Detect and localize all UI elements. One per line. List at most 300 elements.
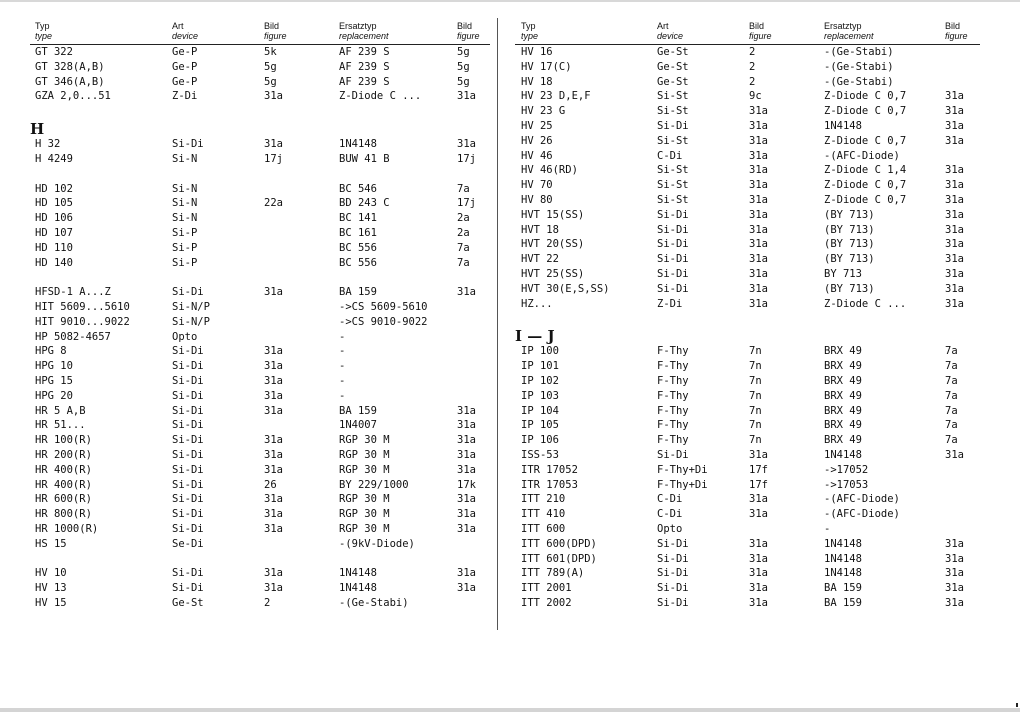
type-cell: HVT 22 (521, 253, 559, 266)
table-row (515, 404, 980, 419)
table-row (515, 297, 980, 312)
device-cell: Si-Di (172, 508, 204, 521)
figure-cell: 31a (264, 434, 283, 447)
type-cell: ITT 600(DPD) (521, 537, 597, 550)
replacement-cell: - (339, 360, 346, 373)
figure-cell: 31a (264, 523, 283, 535)
device-cell: Ge-P (172, 60, 198, 73)
type-cell: HD 105 (35, 197, 73, 210)
figure-cell: 31a (749, 582, 768, 595)
replacement-cell: 1N4148 (339, 567, 377, 580)
table-row (515, 89, 980, 104)
type-cell: IP 101 (521, 360, 559, 373)
replacement-cell: AF 239 S (339, 46, 390, 58)
replacement-cell: -(Ge-Stabi) (339, 597, 409, 609)
table-row (515, 374, 980, 389)
table-row (515, 537, 980, 552)
replacement-cell: - (339, 330, 346, 343)
table-row (515, 552, 980, 567)
table-row (30, 389, 490, 404)
type-cell: HPG 10 (35, 360, 73, 373)
device-cell: Se-Di (172, 537, 204, 550)
type-cell: HZ... (521, 297, 553, 310)
type-cell: HV 17(C) (521, 60, 572, 73)
replacement-cell: 1N4148 (339, 138, 377, 151)
header-device: Art device (657, 21, 684, 41)
replacement-cell: BRX 49 (824, 404, 862, 417)
table-row (515, 134, 980, 149)
type-cell: HR 100(R) (35, 434, 92, 447)
replacement-cell: BD 243 C (339, 197, 390, 210)
replacement-cell: -(Ge-Stabi) (824, 75, 894, 88)
table-row (30, 433, 490, 448)
replacement-cell: Z-Diode C ... (824, 297, 907, 310)
header-replacement-figure: Bild figure (457, 21, 480, 41)
figure-cell: 2 (749, 46, 756, 58)
replacement-figure-cell: 31a (945, 268, 964, 280)
device-cell: F-Thy (657, 345, 689, 358)
replacement-figure-cell: 31a (945, 537, 964, 550)
replacement-figure-cell: 31a (945, 582, 964, 595)
type-cell: HR 1000(R) (35, 523, 99, 535)
device-cell: Si-Di (172, 375, 204, 387)
type-cell: HR 400(R) (35, 463, 92, 476)
replacement-cell: BUW 41 B (339, 153, 390, 165)
replacement-figure-cell: 7a (945, 375, 958, 387)
table-row (30, 60, 490, 75)
device-cell: Si-Di (657, 597, 689, 609)
replacement-cell: -(9kV-Diode) (339, 537, 415, 550)
table-row (30, 581, 490, 596)
table-row (30, 137, 490, 152)
table-row (30, 537, 490, 552)
replacement-figure-cell: 31a (945, 552, 964, 565)
replacement-cell: BA 159 (339, 286, 377, 299)
header-figure: Bild figure (749, 21, 772, 41)
type-cell: HVT 30(E,S,SS) (521, 282, 610, 295)
table-row (515, 252, 980, 267)
type-cell: HR 200(R) (35, 449, 92, 461)
replacement-figure-cell: 31a (457, 493, 476, 506)
type-cell: IP 102 (521, 375, 559, 387)
replacement-figure-cell: 31a (945, 449, 964, 461)
figure-cell: 31a (264, 582, 283, 595)
figure-cell: 31a (749, 149, 768, 162)
type-cell: HD 107 (35, 227, 73, 239)
bottom-edge (0, 708, 1020, 712)
device-cell: Si-Di (172, 463, 204, 476)
left-table-header (30, 18, 490, 45)
replacement-figure-cell: 7a (945, 434, 958, 447)
replacement-figure-cell: 31a (457, 567, 476, 580)
replacement-cell: ->CS 5609-5610 (339, 301, 428, 313)
replacement-cell: - (339, 389, 346, 402)
device-cell: Si-N/P (172, 301, 210, 313)
figure-cell: 31a (749, 493, 768, 506)
replacement-cell: Z-Diode C 0,7 (824, 194, 907, 206)
figure-cell: 31a (264, 404, 283, 417)
figure-cell: 31a (749, 134, 768, 147)
device-cell: Si-Di (172, 434, 204, 447)
figure-cell: 31a (749, 537, 768, 550)
type-cell: H 4249 (35, 153, 73, 165)
device-cell: F-Thy (657, 404, 689, 417)
replacement-cell: (BY 713) (824, 238, 875, 251)
table-row (30, 448, 490, 463)
type-cell: HFSD-1 A...Z (35, 286, 111, 299)
type-cell: HS 15 (35, 537, 67, 550)
replacement-cell: BRX 49 (824, 375, 862, 387)
replacement-cell: RGP 30 M (339, 493, 390, 506)
device-cell: Si-Di (172, 138, 204, 151)
table-row (30, 522, 490, 537)
replacement-figure-cell: 31a (457, 582, 476, 595)
replacement-cell: -(AFC-Diode) (824, 149, 900, 162)
figure-cell: 7n (749, 345, 762, 358)
replacement-cell: Z-Diode C 0,7 (824, 134, 907, 147)
replacement-cell: BRX 49 (824, 345, 862, 358)
table-row (515, 463, 980, 478)
table-row (30, 374, 490, 389)
table-row (30, 478, 490, 493)
header-replacement-figure: Bild figure (945, 21, 968, 41)
type-cell: ITT 210 (521, 493, 566, 506)
device-cell: Si-Di (657, 268, 689, 280)
table-row (30, 152, 490, 167)
replacement-figure-cell: 31a (945, 238, 964, 251)
header-figure: Bild figure (264, 21, 287, 41)
device-cell: Si-Di (657, 582, 689, 595)
replacement-figure-cell: 31a (457, 286, 476, 299)
replacement-cell: Z-Diode C 0,7 (824, 105, 907, 118)
device-cell: Si-N (172, 182, 198, 195)
figure-cell: 31a (264, 286, 283, 299)
figure-cell: 31a (264, 389, 283, 402)
type-cell: ITT 789(A) (521, 567, 585, 580)
table-row (515, 237, 980, 252)
replacement-figure-cell: 5g (457, 75, 470, 88)
table-row (30, 404, 490, 419)
device-cell: Si-Di (172, 582, 204, 595)
replacement-figure-cell: 31a (945, 164, 964, 177)
replacement-cell: BC 556 (339, 256, 377, 269)
device-cell: Si-Di (172, 404, 204, 417)
replacement-figure-cell: 31a (945, 90, 964, 103)
figure-cell: 31a (749, 597, 768, 609)
type-cell: HVT 15(SS) (521, 208, 585, 221)
figure-cell: 31a (749, 120, 768, 132)
table-row (515, 149, 980, 164)
type-cell: GT 346(A,B) (35, 75, 105, 88)
device-cell: Z-Di (172, 90, 198, 103)
device-cell: Z-Di (657, 297, 683, 310)
replacement-figure-cell: 31a (945, 208, 964, 221)
table-row (515, 507, 980, 522)
section-letter: I — J (515, 327, 555, 346)
type-cell: HVT 20(SS) (521, 238, 585, 251)
device-cell: Si-Di (172, 389, 204, 402)
type-cell: HV 23 G (521, 105, 566, 118)
type-cell: ITR 17052 (521, 463, 578, 476)
device-cell: Ge-St (657, 75, 689, 88)
device-cell: Si-Di (657, 537, 689, 550)
replacement-cell: Z-Diode C 1,4 (824, 164, 907, 177)
replacement-figure-cell: 31a (945, 134, 964, 147)
figure-cell: 31a (749, 567, 768, 580)
replacement-figure-cell: 31a (945, 297, 964, 310)
replacement-figure-cell: 31a (457, 434, 476, 447)
replacement-figure-cell: 7a (457, 182, 470, 195)
replacement-figure-cell: 31a (945, 597, 964, 609)
replacement-cell: BRX 49 (824, 419, 862, 432)
type-cell: ITT 2001 (521, 582, 572, 595)
replacement-figure-cell: 7a (457, 256, 470, 269)
table-row (515, 104, 980, 119)
device-cell: Si-Di (172, 523, 204, 535)
replacement-cell: BY 229/1000 (339, 478, 409, 491)
table-row (30, 418, 490, 433)
top-edge (0, 0, 1020, 2)
figure-cell: 31a (749, 179, 768, 192)
replacement-figure-cell: 31a (457, 138, 476, 151)
figure-cell: 31a (749, 223, 768, 236)
device-cell: Si-P (172, 241, 198, 254)
type-cell: HR 600(R) (35, 493, 92, 506)
figure-cell: 7n (749, 419, 762, 432)
replacement-cell: BRX 49 (824, 360, 862, 373)
type-cell: HD 106 (35, 212, 73, 225)
table-row (515, 596, 980, 611)
figure-cell: 31a (264, 463, 283, 476)
device-cell: F-Thy (657, 389, 689, 402)
replacement-figure-cell: 2a (457, 227, 470, 239)
replacement-figure-cell: 7a (945, 389, 958, 402)
replacement-figure-cell: 31a (457, 449, 476, 461)
type-cell: HV 23 D,E,F (521, 90, 591, 103)
table-row (30, 596, 490, 611)
table-row (515, 522, 980, 537)
type-cell: HV 10 (35, 567, 67, 580)
replacement-cell: RGP 30 M (339, 523, 390, 535)
type-cell: HR 5 A,B (35, 404, 86, 417)
device-cell: F-Thy (657, 434, 689, 447)
edge-mark (1016, 703, 1018, 707)
table-row (515, 178, 980, 193)
figure-cell: 7n (749, 375, 762, 387)
figure-cell: 31a (264, 138, 283, 151)
type-cell: ITT 410 (521, 508, 566, 521)
right-table (515, 18, 980, 630)
header-replacement: Ersatztyp replacement (339, 21, 389, 41)
replacement-figure-cell: 31a (945, 179, 964, 192)
device-cell: Si-Di (657, 120, 689, 132)
figure-cell: 31a (264, 90, 283, 103)
table-row (30, 182, 490, 197)
replacement-cell: BA 159 (339, 404, 377, 417)
table-row (515, 433, 980, 448)
device-cell: C-Di (657, 508, 683, 521)
replacement-cell: - (824, 523, 831, 535)
replacement-cell: BRX 49 (824, 389, 862, 402)
replacement-cell: AF 239 S (339, 60, 390, 73)
device-cell: Si-Di (172, 345, 204, 358)
replacement-cell: (BY 713) (824, 253, 875, 266)
device-cell: Si-Di (172, 493, 204, 506)
type-cell: IP 104 (521, 404, 559, 417)
replacement-cell: ->17053 (824, 478, 869, 491)
type-cell: HIT 9010...9022 (35, 315, 130, 328)
replacement-figure-cell: 31a (945, 194, 964, 206)
replacement-figure-cell: 31a (457, 523, 476, 535)
figure-cell: 31a (749, 268, 768, 280)
figure-cell: 31a (264, 375, 283, 387)
table-row (515, 267, 980, 282)
table-row (30, 330, 490, 345)
device-cell: Si-P (172, 227, 198, 239)
replacement-cell: (BY 713) (824, 208, 875, 221)
device-cell: Si-St (657, 105, 689, 118)
replacement-cell: 1N4148 (824, 120, 862, 132)
table-row (30, 566, 490, 581)
left-table (30, 18, 490, 630)
table-row (515, 223, 980, 238)
replacement-cell: BA 159 (824, 582, 862, 595)
replacement-cell: - (339, 345, 346, 358)
type-cell: GT 322 (35, 46, 73, 58)
replacement-cell: RGP 30 M (339, 508, 390, 521)
device-cell: Ge-St (657, 46, 689, 58)
table-row (30, 300, 490, 315)
type-cell: HV 16 (521, 46, 553, 58)
figure-cell: 31a (749, 208, 768, 221)
table-row (515, 45, 980, 60)
replacement-figure-cell: 31a (457, 404, 476, 417)
type-cell: HR 800(R) (35, 508, 92, 521)
table-row (515, 75, 980, 90)
replacement-cell: -(AFC-Diode) (824, 493, 900, 506)
replacement-cell: (BY 713) (824, 223, 875, 236)
replacement-figure-cell: 7a (457, 241, 470, 254)
table-row (515, 492, 980, 507)
replacement-cell: -(Ge-Stabi) (824, 46, 894, 58)
figure-cell: 31a (749, 508, 768, 521)
type-cell: ISS-53 (521, 449, 559, 461)
table-row (515, 478, 980, 493)
figure-cell: 5k (264, 46, 277, 58)
type-cell: HV 46(RD) (521, 164, 578, 177)
figure-cell: 2 (749, 75, 756, 88)
table-row (515, 282, 980, 297)
figure-cell: 9c (749, 90, 762, 103)
replacement-cell: -(AFC-Diode) (824, 508, 900, 521)
replacement-figure-cell: 31a (945, 223, 964, 236)
table-row (30, 226, 490, 241)
replacement-cell: 1N4148 (824, 449, 862, 461)
type-cell: HV 80 (521, 194, 553, 206)
device-cell: Si-Di (172, 478, 204, 491)
table-row (30, 75, 490, 90)
figure-cell: 17j (264, 153, 283, 165)
device-cell: Si-St (657, 134, 689, 147)
table-row (515, 208, 980, 223)
device-cell: Si-N (172, 197, 198, 210)
replacement-figure-cell: 17j (457, 197, 476, 210)
table-row (30, 241, 490, 256)
replacement-figure-cell: 7a (945, 345, 958, 358)
device-cell: Si-Di (172, 286, 204, 299)
figure-cell: 2 (264, 597, 271, 609)
device-cell: Si-St (657, 179, 689, 192)
device-cell: Si-St (657, 194, 689, 206)
replacement-figure-cell: 7a (945, 419, 958, 432)
table-row (30, 45, 490, 60)
header-replacement: Ersatztyp replacement (824, 21, 874, 41)
figure-cell: 31a (264, 508, 283, 521)
device-cell: F-Thy (657, 360, 689, 373)
type-cell: HPG 15 (35, 375, 73, 387)
device-cell: Si-Di (172, 449, 204, 461)
table-row (515, 163, 980, 178)
table-row (30, 256, 490, 271)
device-cell: F-Thy (657, 419, 689, 432)
type-cell: HV 13 (35, 582, 67, 595)
device-cell: Ge-P (172, 75, 198, 88)
replacement-cell: - (339, 375, 346, 387)
section-letter: H (30, 120, 45, 138)
replacement-figure-cell: 5g (457, 46, 470, 58)
type-cell: H 32 (35, 138, 61, 151)
header-type: Typ type (35, 21, 53, 41)
type-cell: HIT 5609...5610 (35, 301, 130, 313)
device-cell: F-Thy (657, 375, 689, 387)
figure-cell: 31a (264, 345, 283, 358)
table-row (30, 196, 490, 211)
replacement-cell: Z-Diode C ... (339, 90, 422, 103)
replacement-cell: RGP 30 M (339, 463, 390, 476)
replacement-cell: 1N4148 (824, 537, 862, 550)
table-row (515, 581, 980, 596)
device-cell: Opto (172, 330, 198, 343)
replacement-cell: 1N4148 (824, 567, 862, 580)
type-cell: HV 46 (521, 149, 553, 162)
table-row (30, 359, 490, 374)
replacement-figure-cell: 17k (457, 478, 476, 491)
type-cell: ITT 2002 (521, 597, 572, 609)
replacement-cell: -(Ge-Stabi) (824, 60, 894, 73)
replacement-figure-cell: 31a (457, 90, 476, 103)
type-cell: HVT 25(SS) (521, 268, 585, 280)
type-cell: HD 110 (35, 241, 73, 254)
figure-cell: 31a (264, 360, 283, 373)
device-cell: Si-St (657, 90, 689, 103)
replacement-figure-cell: 31a (457, 419, 476, 432)
type-cell: IP 105 (521, 419, 559, 432)
type-cell: HR 51... (35, 419, 86, 432)
figure-cell: 22a (264, 197, 283, 210)
replacement-cell: RGP 30 M (339, 449, 390, 461)
replacement-figure-cell: 2a (457, 212, 470, 225)
figure-cell: 31a (749, 449, 768, 461)
table-row (30, 507, 490, 522)
type-cell: HPG 20 (35, 389, 73, 402)
figure-cell: 7n (749, 434, 762, 447)
replacement-figure-cell: 17j (457, 153, 476, 165)
replacement-figure-cell: 31a (945, 253, 964, 266)
type-cell: IP 103 (521, 389, 559, 402)
replacement-cell: ->CS 9010-9022 (339, 315, 428, 328)
table-row (30, 344, 490, 359)
type-cell: HV 25 (521, 120, 553, 132)
